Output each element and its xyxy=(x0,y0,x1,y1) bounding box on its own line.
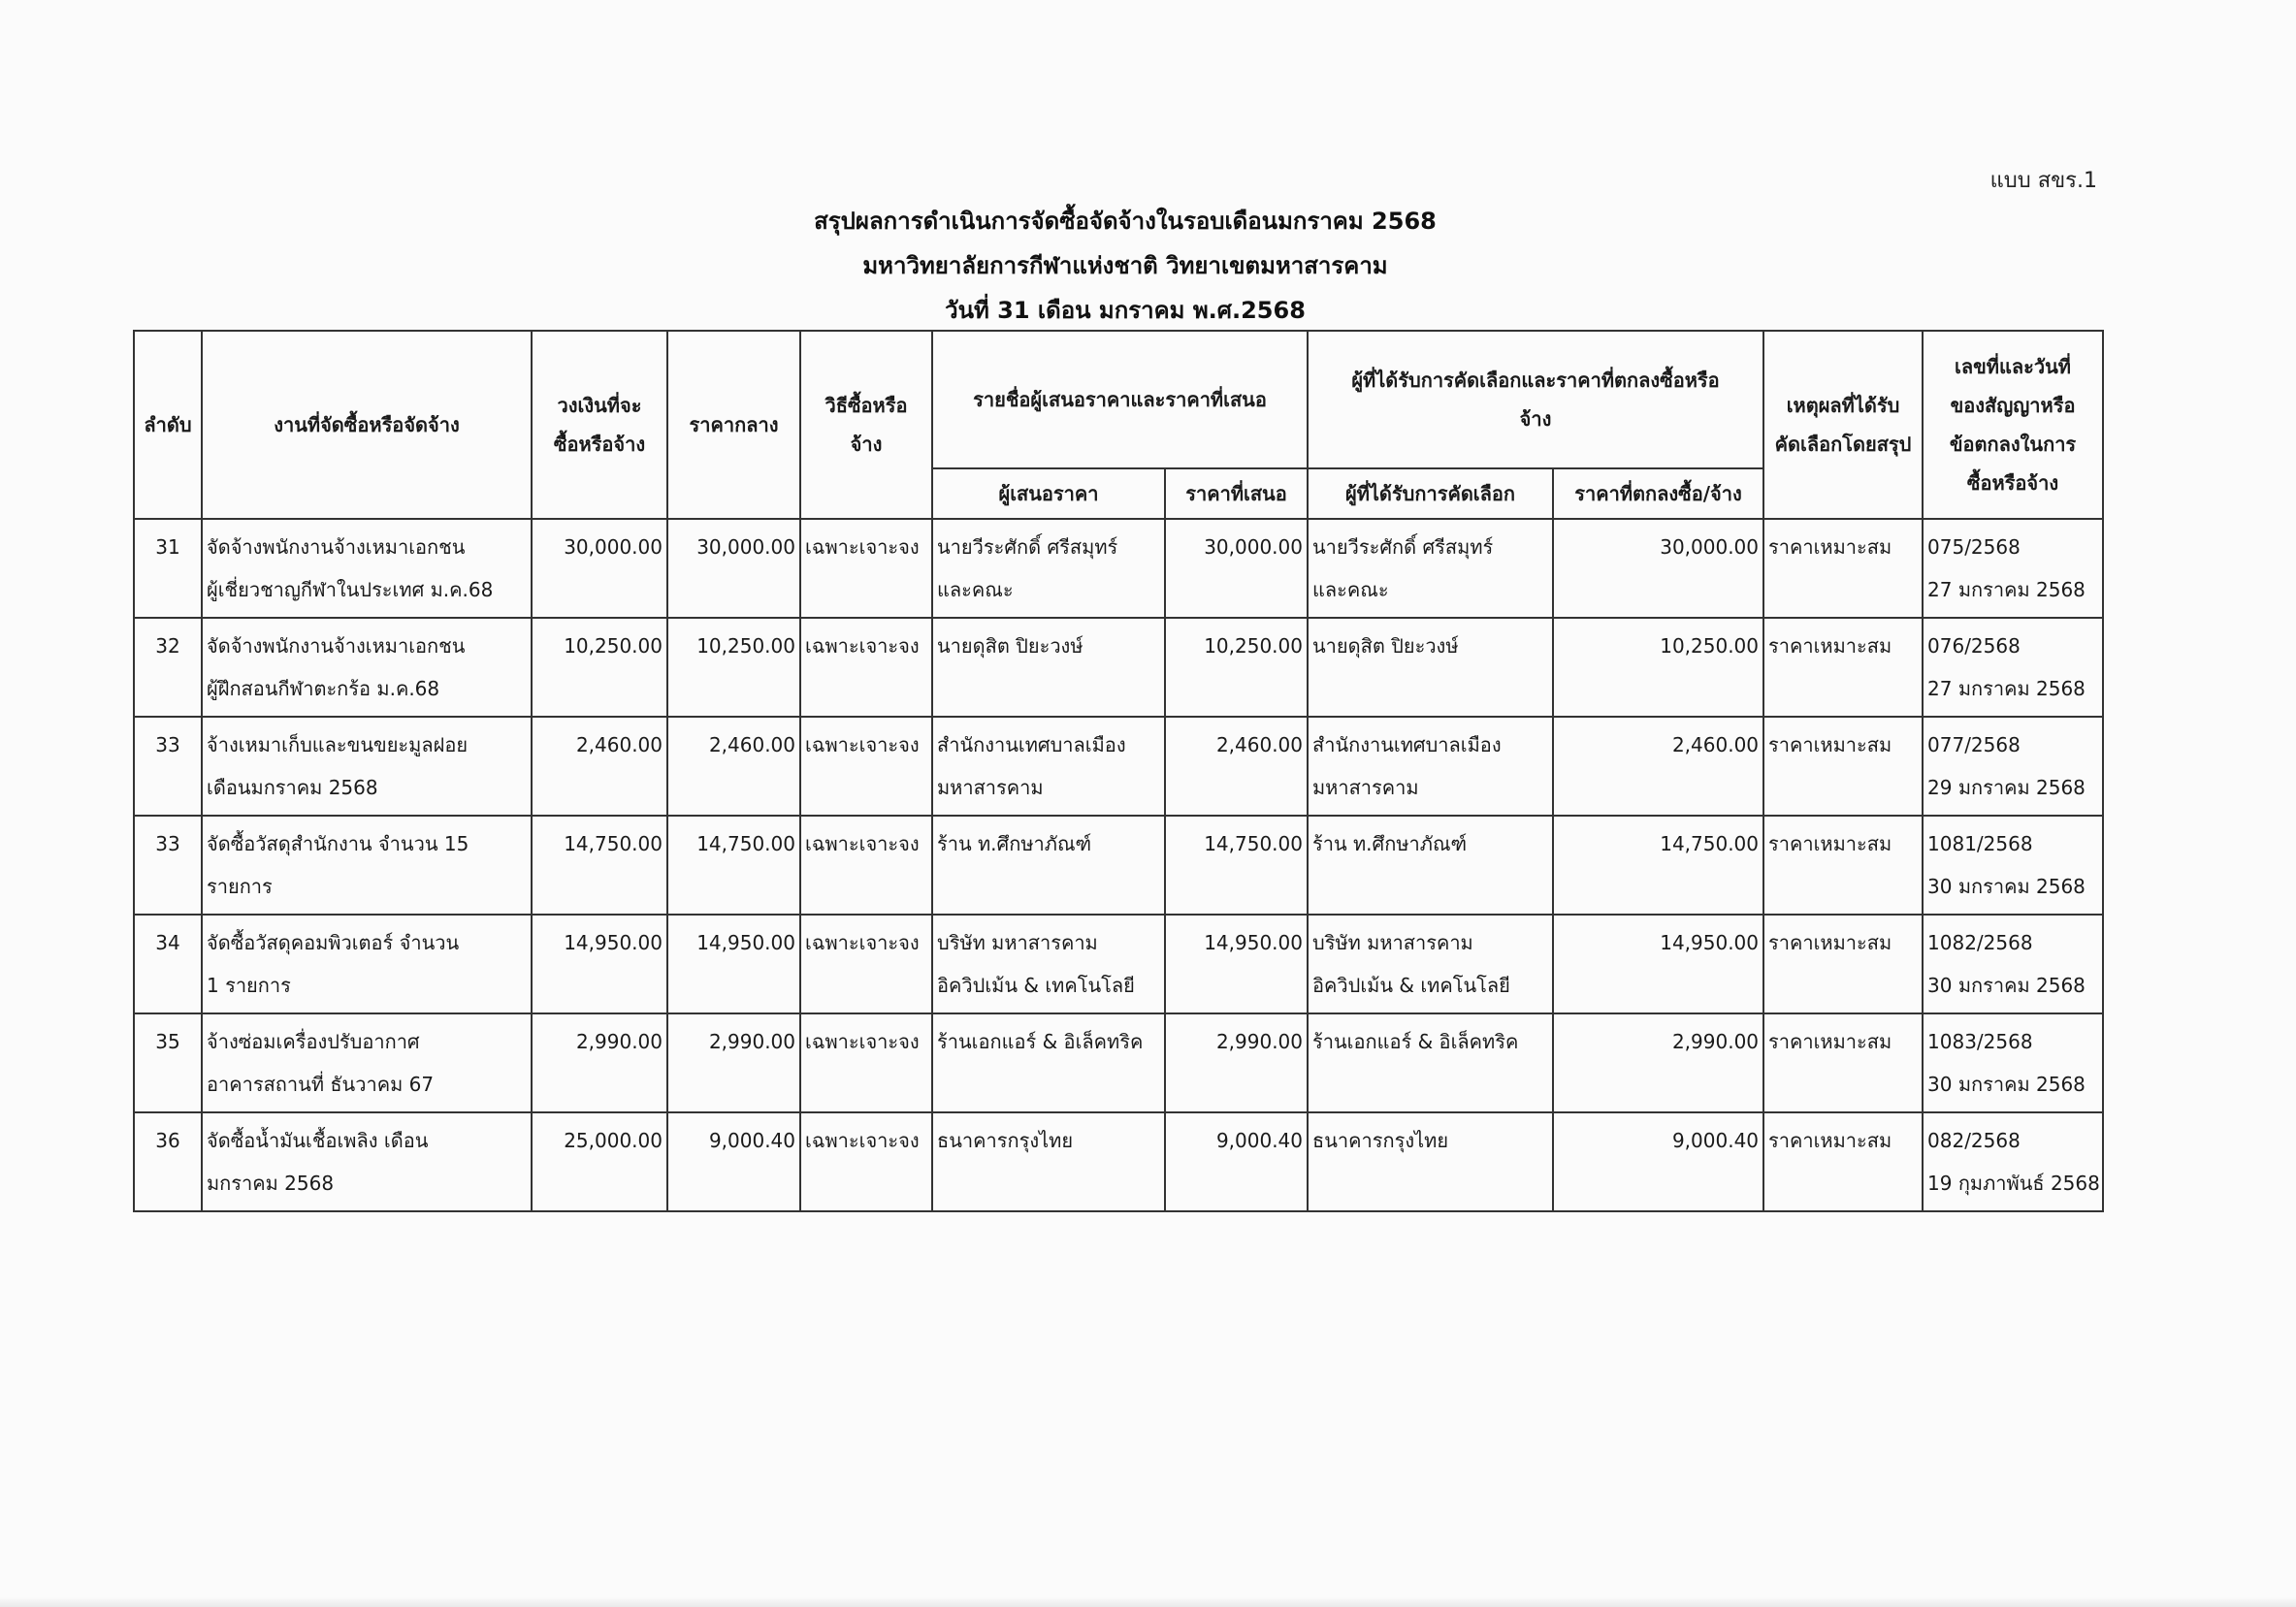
cell-bidder: ธนาคารกรุงไทย xyxy=(932,1112,1165,1211)
cell-agreed-price: 30,000.00 xyxy=(1553,519,1763,618)
cell-agreed-price: 10,250.00 xyxy=(1553,618,1763,717)
cell-index: 35 xyxy=(134,1013,202,1112)
cell-index: 34 xyxy=(134,915,202,1013)
cell-budget: 25,000.00 xyxy=(532,1112,667,1211)
university-name: มหาวิทยาลัยการกีฬาแห่งชาติ วิทยาเขตมหาสารคาม xyxy=(862,252,1388,279)
cell-work: จัดจ้างพนักงานจ้างเหมาเอกชน ผู้ฝึกสอนกีฬาตะกร้อ ม.ค.68 xyxy=(202,618,532,717)
cell-work: จัดซื้อน้ำมันเชื้อเพลิง เดือน มกราคม 2568 xyxy=(202,1112,532,1211)
cell-method: เฉพาะเจาะจง xyxy=(800,717,932,816)
cell-agreed-price: 2,460.00 xyxy=(1553,717,1763,816)
cell-median: 14,750.00 xyxy=(667,816,800,915)
cell-agreed-price: 9,000.40 xyxy=(1553,1112,1763,1211)
table-row xyxy=(134,915,2103,1013)
cell-index: 32 xyxy=(134,618,202,717)
cell-bid-price: 2,990.00 xyxy=(1165,1013,1308,1112)
cell-bidder: นายดุสิต ปิยะวงษ์ xyxy=(932,618,1165,717)
header-median: ราคากลาง xyxy=(667,331,800,519)
cell-median: 10,250.00 xyxy=(667,618,800,717)
report-title: สรุปผลการดำเนินการจัดซื้อจัดจ้างในรอบเดือนมกราคม 2568 xyxy=(814,208,1437,235)
cell-method: เฉพาะเจาะจง xyxy=(800,519,932,618)
cell-contract: 1081/2568 30 มกราคม 2568 xyxy=(1923,816,2103,915)
table-row xyxy=(134,618,2103,717)
header-bidders-group: รายชื่อผู้เสนอราคาและราคาที่เสนอ xyxy=(932,331,1308,468)
cell-contract: 1083/2568 30 มกราคม 2568 xyxy=(1923,1013,2103,1112)
document-titles xyxy=(0,199,2250,333)
cell-winner: นายดุสิต ปิยะวงษ์ xyxy=(1308,618,1553,717)
procurement-table xyxy=(133,330,2104,1212)
cell-bidder: ร้านเอกแอร์ & อิเล็คทริค xyxy=(932,1013,1165,1112)
header-agreed-price: ราคาที่ตกลงซื้อ/จ้าง xyxy=(1553,468,1763,519)
cell-agreed-price: 14,950.00 xyxy=(1553,915,1763,1013)
cell-budget: 10,250.00 xyxy=(532,618,667,717)
cell-work: จัดจ้างพนักงานจ้างเหมาเอกชน ผู้เชี่ยวชาญกีฬาในประเทศ ม.ค.68 xyxy=(202,519,532,618)
cell-bid-price: 2,460.00 xyxy=(1165,717,1308,816)
cell-method: เฉพาะเจาะจง xyxy=(800,1112,932,1211)
cell-winner: นายวีระศักดิ์ ศรีสมุทร์ และคณะ xyxy=(1308,519,1553,618)
cell-bid-price: 30,000.00 xyxy=(1165,519,1308,618)
cell-contract: 076/2568 27 มกราคม 2568 xyxy=(1923,618,2103,717)
cell-bidder: บริษัท มหาสารคาม อิควิปเม้น & เทคโนโลยี xyxy=(932,915,1165,1013)
cell-budget: 14,750.00 xyxy=(532,816,667,915)
cell-work: จ้างซ่อมเครื่องปรับอากาศ อาคารสถานที่ ธันวาคม 67 xyxy=(202,1013,532,1112)
header-reason: เหตุผลที่ได้รับ คัดเลือกโดยสรุป xyxy=(1763,331,1923,519)
cell-work: จัดซื้อวัสดุคอมพิวเตอร์ จำนวน 1 รายการ xyxy=(202,915,532,1013)
cell-agreed-price: 2,990.00 xyxy=(1553,1013,1763,1112)
cell-median: 2,990.00 xyxy=(667,1013,800,1112)
cell-index: 33 xyxy=(134,717,202,816)
cell-index: 33 xyxy=(134,816,202,915)
cell-median: 2,460.00 xyxy=(667,717,800,816)
table-row xyxy=(134,717,2103,816)
cell-reason: ราคาเหมาะสม xyxy=(1763,1013,1923,1112)
cell-winner: ร้าน ท.ศึกษาภัณฑ์ xyxy=(1308,816,1553,915)
header-budget: วงเงินที่จะ ซื้อหรือจ้าง xyxy=(532,331,667,519)
cell-method: เฉพาะเจาะจง xyxy=(800,816,932,915)
cell-median: 30,000.00 xyxy=(667,519,800,618)
header-winner: ผู้ที่ได้รับการคัดเลือก xyxy=(1308,468,1553,519)
cell-bidder: นายวีระศักดิ์ ศรีสมุทร์ และคณะ xyxy=(932,519,1165,618)
cell-contract: 077/2568 29 มกราคม 2568 xyxy=(1923,717,2103,816)
cell-work: จัดซื้อวัสดุสำนักงาน จำนวน 15 รายการ xyxy=(202,816,532,915)
header-index: ลำดับ xyxy=(134,331,202,519)
cell-median: 14,950.00 xyxy=(667,915,800,1013)
cell-method: เฉพาะเจาะจง xyxy=(800,915,932,1013)
cell-reason: ราคาเหมาะสม xyxy=(1763,618,1923,717)
page-edge xyxy=(0,1597,2296,1607)
cell-reason: ราคาเหมาะสม xyxy=(1763,816,1923,915)
cell-budget: 2,990.00 xyxy=(532,1013,667,1112)
form-code: แบบ สขร.1 xyxy=(1989,169,2097,193)
header-bidder: ผู้เสนอราคา xyxy=(932,468,1165,519)
cell-reason: ราคาเหมาะสม xyxy=(1763,717,1923,816)
cell-bid-price: 14,950.00 xyxy=(1165,915,1308,1013)
cell-bidder: ร้าน ท.ศึกษาภัณฑ์ xyxy=(932,816,1165,915)
cell-budget: 14,950.00 xyxy=(532,915,667,1013)
cell-index: 36 xyxy=(134,1112,202,1211)
header-method: วิธีซื้อหรือ จ้าง xyxy=(800,331,932,519)
header-work: งานที่จัดซื้อหรือจัดจ้าง xyxy=(202,331,532,519)
cell-contract: 1082/2568 30 มกราคม 2568 xyxy=(1923,915,2103,1013)
header-contract: เลขที่และวันที่ ของสัญญาหรือ ข้อตกลงในการ ซื้อหรือจ้าง xyxy=(1923,331,2103,519)
cell-method: เฉพาะเจาะจง xyxy=(800,618,932,717)
cell-winner: ธนาคารกรุงไทย xyxy=(1308,1112,1553,1211)
cell-method: เฉพาะเจาะจง xyxy=(800,1013,932,1112)
cell-budget: 30,000.00 xyxy=(532,519,667,618)
cell-median: 9,000.40 xyxy=(667,1112,800,1211)
cell-winner: บริษัท มหาสารคาม อิควิปเม้น & เทคโนโลยี xyxy=(1308,915,1553,1013)
cell-reason: ราคาเหมาะสม xyxy=(1763,1112,1923,1211)
table-row xyxy=(134,816,2103,915)
table-row xyxy=(134,519,2103,618)
table-row xyxy=(134,1112,2103,1211)
cell-bidder: สำนักงานเทศบาลเมือง มหาสารคาม xyxy=(932,717,1165,816)
cell-contract: 082/2568 19 กุมภาพันธ์ 2568 xyxy=(1923,1112,2103,1211)
cell-contract: 075/2568 27 มกราคม 2568 xyxy=(1923,519,2103,618)
cell-winner: ร้านเอกแอร์ & อิเล็คทริค xyxy=(1308,1013,1553,1112)
cell-budget: 2,460.00 xyxy=(532,717,667,816)
cell-reason: ราคาเหมาะสม xyxy=(1763,915,1923,1013)
cell-work: จ้างเหมาเก็บและขนขยะมูลฝอย เดือนมกราคม 2568 xyxy=(202,717,532,816)
header-winner-group: ผู้ที่ได้รับการคัดเลือกและราคาที่ตกลงซื้อหรือ จ้าง xyxy=(1308,331,1763,468)
cell-bid-price: 9,000.40 xyxy=(1165,1112,1308,1211)
cell-bid-price: 10,250.00 xyxy=(1165,618,1308,717)
report-date: วันที่ 31 เดือน มกราคม พ.ศ.2568 xyxy=(945,297,1306,324)
cell-winner: สำนักงานเทศบาลเมือง มหาสารคาม xyxy=(1308,717,1553,816)
header-bid-price: ราคาที่เสนอ xyxy=(1165,468,1308,519)
cell-agreed-price: 14,750.00 xyxy=(1553,816,1763,915)
cell-bid-price: 14,750.00 xyxy=(1165,816,1308,915)
cell-reason: ราคาเหมาะสม xyxy=(1763,519,1923,618)
table-row xyxy=(134,1013,2103,1112)
cell-index: 31 xyxy=(134,519,202,618)
